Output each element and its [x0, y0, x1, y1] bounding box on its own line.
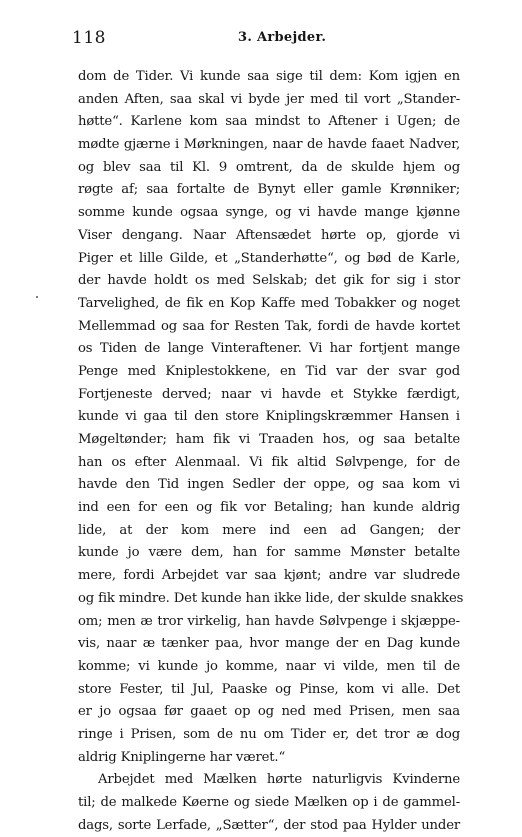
text-line: havde den Tid ingen Sedler der oppe, og saa kom vi: [78, 477, 460, 493]
text-line: der havde holdt os med Selskab; det gik for sig i stor: [78, 273, 460, 289]
text-line: dom de Tider. Vi kunde saa sige til dem: Kom igjen en: [78, 69, 460, 84]
text-line: os Tiden de lange Vinteraftener. Vi har fortjent mange: [78, 341, 460, 357]
text-line: ind een for een og fik vor Betaling; han kunde aldrig: [78, 500, 460, 516]
text-line: til; de malkede Køerne og siede Mælken op i de gammel-: [78, 795, 460, 810]
text-line: kunde jo være dem, han for samme Mønster betalte: [78, 545, 460, 561]
text-line: komme; vi kunde jo komme, naar vi vilde, men til de: [78, 658, 460, 674]
text-line: vis, naar æ tænker paa, hvor mange der en Dag kunde: [78, 636, 460, 652]
text-line: mødte gjærne i Mørkningen, naar de havde faaet Nadver,: [78, 137, 460, 153]
text-line: Møgeltønder; ham fik vi Traaden hos, og saa betalte: [78, 432, 460, 447]
text-line: Fortjeneste derved; naar vi havde et Stykke færdigt,: [78, 386, 460, 402]
text-line: og fik mindre. Det kunde han ikke lide, der skulde snakkes: [78, 590, 464, 606]
text-line: lide, at der kom mere ind een ad Gangen; der: [78, 522, 460, 538]
text-line: Arbejdet med Mælken hørte naturligvis Kvinderne: [98, 772, 460, 788]
text-line: Mellemmad og saa for Resten Tak, fordi de havde kortet: [78, 318, 460, 334]
text-line: Viser dengang. Naar Aftensædet hørte op, gjorde vi: [78, 227, 460, 243]
text-line: mere, fordi Arbejdet var saa kjønt; andre var sludrede: [78, 568, 460, 584]
page-number: 118: [72, 28, 106, 48]
text-line: kunde vi gaa til den store Kniplingskræmmer Hansen i: [78, 409, 460, 425]
text-line: Tarvelighed, de fik en Kop Kaffe med Tobakker og noget: [78, 295, 460, 311]
text-line: anden Aften, saa skal vi byde jer med til vort „Stander-: [78, 91, 460, 107]
text-line: store Fester, til Jul, Paaske og Pinse, kom vi alle. Det: [78, 681, 460, 697]
text-line: ringe i Prisen, som de nu om Tider er, det tror æ dog: [78, 726, 460, 742]
text-line: Piger et lille Gilde, et „Standerhøtte“, og bød de Karle,: [78, 250, 460, 266]
running-head: 3. Arbejder.: [238, 30, 327, 45]
text-line: somme kunde ogsaa synge, og vi havde mange kjønne: [78, 205, 460, 221]
text-line: og blev saa til Kl. 9 omtrent, da de skulde hjem og: [78, 159, 460, 175]
text-line: er jo ogsaa før gaaet op og ned med Prisen, men saa: [78, 704, 460, 720]
text-line: Penge med Kniplestokkene, en Tid var der svar god: [78, 363, 460, 379]
text-line: om; men æ tror virkelig, han havde Sølvpenge i skjæppe-: [78, 613, 460, 629]
body-text: [78, 66, 464, 837]
text-line: røgte af; saa fortalte de Bynyt eller gamle Krønniker;: [78, 182, 460, 198]
text-line: dags, sorte Lerfade, „Sætter“, der stod paa Hylder under: [78, 817, 460, 833]
margin-mark: [36, 296, 38, 298]
text-line: han os efter Alenmaal. Vi fik altid Sølvpenge, for de: [78, 454, 460, 470]
text-line: høtte“. Karlene kom saa mindst to Aftener i Ugen; de: [78, 114, 460, 130]
text-line: aldrig Kniplingerne har været.“: [78, 749, 286, 765]
